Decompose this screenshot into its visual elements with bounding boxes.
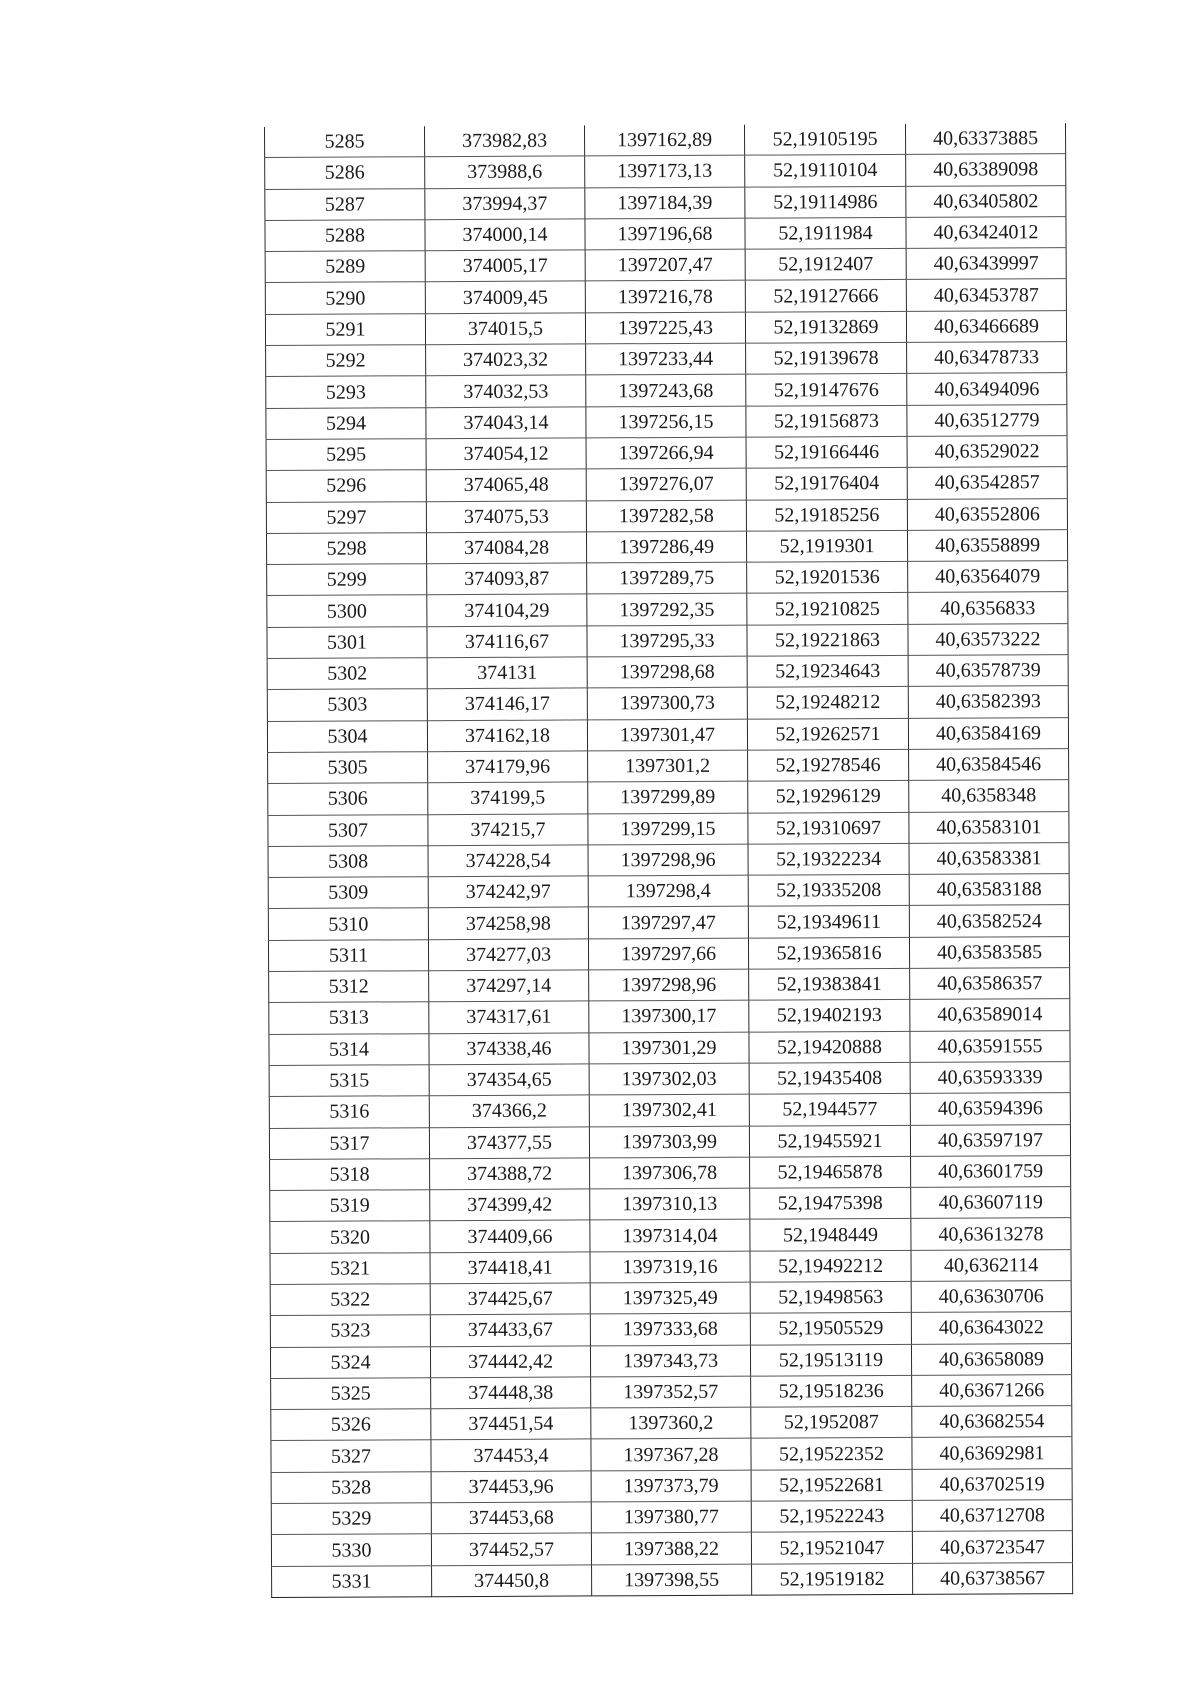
latitude-cell: 52,1912407 (745, 249, 906, 281)
latitude-cell: 52,19465878 (750, 1156, 911, 1188)
y-coordinate-cell: 1397216,78 (585, 281, 745, 313)
point-number-cell: 5307 (268, 814, 428, 846)
table-row (272, 1562, 1073, 1597)
table-row (266, 342, 1067, 377)
y-coordinate-cell: 1397300,73 (587, 687, 747, 719)
x-coordinate-cell: 374338,46 (429, 1033, 589, 1065)
y-coordinate-cell: 1397352,57 (591, 1376, 751, 1408)
longitude-cell: 40,63584169 (908, 717, 1068, 749)
longitude-cell: 40,63584546 (909, 749, 1069, 781)
y-coordinate-cell: 1397295,33 (587, 625, 747, 657)
table-row (267, 717, 1068, 752)
point-number-cell: 5312 (269, 971, 429, 1003)
x-coordinate-cell: 374054,12 (426, 438, 586, 470)
table-row (265, 123, 1066, 158)
longitude-cell: 40,63564079 (908, 561, 1068, 593)
x-coordinate-cell: 374453,68 (431, 1502, 591, 1534)
table-row (269, 1030, 1070, 1065)
latitude-cell: 52,19455921 (749, 1125, 910, 1157)
x-coordinate-cell: 373994,37 (425, 188, 585, 220)
latitude-cell: 52,19365816 (748, 937, 909, 969)
longitude-cell: 40,63597197 (910, 1124, 1070, 1156)
table-row (268, 842, 1069, 877)
longitude-cell: 40,63723547 (912, 1531, 1072, 1563)
x-coordinate-cell: 374043,14 (426, 407, 586, 439)
latitude-cell: 52,19498563 (750, 1281, 911, 1313)
latitude-cell: 52,19248212 (747, 687, 908, 719)
x-coordinate-cell: 374433,67 (430, 1314, 590, 1346)
y-coordinate-cell: 1397282,58 (586, 500, 746, 532)
table-row (271, 1437, 1072, 1472)
latitude-cell: 52,19147676 (746, 374, 907, 406)
y-coordinate-cell: 1397388,22 (591, 1532, 751, 1564)
longitude-cell: 40,63692981 (912, 1437, 1072, 1469)
x-coordinate-cell: 374093,87 (427, 563, 587, 595)
x-coordinate-cell: 374131 (427, 657, 587, 689)
point-number-cell: 5324 (270, 1346, 430, 1378)
table-row (268, 749, 1069, 784)
x-coordinate-cell: 374000,14 (425, 219, 585, 251)
longitude-cell: 40,63389098 (906, 154, 1066, 186)
table-row (271, 1406, 1072, 1441)
point-number-cell: 5304 (267, 720, 427, 752)
latitude-cell: 52,19522681 (751, 1469, 912, 1501)
latitude-cell: 52,1919301 (746, 530, 907, 562)
table-row (269, 1124, 1070, 1159)
longitude-cell: 40,63494096 (907, 373, 1067, 405)
table-row (269, 968, 1070, 1003)
y-coordinate-cell: 1397298,96 (589, 969, 749, 1001)
x-coordinate-cell: 374032,53 (426, 375, 586, 407)
latitude-cell: 52,19505529 (750, 1313, 911, 1345)
table-row (269, 1061, 1070, 1096)
longitude-cell: 40,63529022 (907, 436, 1067, 468)
table-row (268, 811, 1069, 846)
point-number-cell: 5330 (271, 1534, 431, 1566)
x-coordinate-cell: 374199,5 (428, 782, 588, 814)
longitude-cell: 40,63607119 (911, 1187, 1071, 1219)
table-row (271, 1500, 1072, 1535)
longitude-cell: 40,63593339 (910, 1061, 1070, 1093)
latitude-cell: 52,19114986 (745, 186, 906, 218)
table-row (265, 185, 1066, 220)
longitude-cell: 40,63582393 (908, 686, 1068, 718)
latitude-cell: 52,19156873 (746, 405, 907, 437)
point-number-cell: 5300 (267, 595, 427, 627)
latitude-cell: 52,19519182 (752, 1563, 913, 1595)
latitude-cell: 52,1948449 (750, 1219, 911, 1251)
y-coordinate-cell: 1397333,68 (590, 1313, 750, 1345)
point-number-cell: 5303 (267, 689, 427, 721)
table-row (270, 1155, 1071, 1190)
longitude-cell: 40,63512779 (907, 404, 1067, 436)
table-row (266, 373, 1067, 408)
y-coordinate-cell: 1397302,03 (589, 1063, 749, 1095)
x-coordinate-cell: 374005,17 (425, 250, 585, 282)
table-row (270, 1218, 1071, 1253)
x-coordinate-cell: 374453,96 (431, 1471, 591, 1503)
table-row (268, 780, 1069, 815)
y-coordinate-cell: 1397292,35 (587, 594, 747, 626)
y-coordinate-cell: 1397398,55 (592, 1564, 752, 1596)
y-coordinate-cell: 1397162,89 (584, 125, 744, 157)
point-number-cell: 5305 (268, 752, 428, 784)
latitude-cell: 52,19166446 (746, 436, 907, 468)
table-row (268, 936, 1069, 971)
x-coordinate-cell: 374015,5 (425, 313, 585, 345)
point-number-cell: 5299 (267, 564, 427, 596)
longitude-cell: 40,63643022 (911, 1312, 1071, 1344)
x-coordinate-cell: 374450,8 (432, 1565, 592, 1597)
longitude-cell: 40,63712708 (912, 1500, 1072, 1532)
y-coordinate-cell: 1397310,13 (590, 1188, 750, 1220)
latitude-cell: 52,19335208 (748, 874, 909, 906)
x-coordinate-cell: 374409,66 (430, 1220, 590, 1252)
latitude-cell: 52,19110104 (745, 155, 906, 187)
y-coordinate-cell: 1397286,49 (586, 531, 746, 563)
latitude-cell: 52,19176404 (746, 468, 907, 500)
longitude-cell: 40,63542857 (907, 467, 1067, 499)
latitude-cell: 52,19435408 (749, 1062, 910, 1094)
latitude-cell: 52,19402193 (749, 1000, 910, 1032)
y-coordinate-cell: 1397233,44 (586, 343, 746, 375)
x-coordinate-cell: 374418,41 (430, 1252, 590, 1284)
x-coordinate-cell: 374242,97 (428, 876, 588, 908)
table-row (269, 1093, 1070, 1128)
table-row (268, 905, 1069, 940)
y-coordinate-cell: 1397298,68 (587, 656, 747, 688)
x-coordinate-cell: 374453,4 (431, 1439, 591, 1471)
y-coordinate-cell: 1397319,16 (590, 1251, 750, 1283)
x-coordinate-cell: 374146,17 (427, 688, 587, 720)
y-coordinate-cell: 1397256,15 (586, 406, 746, 438)
x-coordinate-cell: 374215,7 (428, 813, 588, 845)
latitude-cell: 52,19383841 (749, 968, 910, 1000)
longitude-cell: 40,63439997 (906, 248, 1066, 280)
table-row (266, 529, 1067, 564)
longitude-cell: 40,6362114 (911, 1249, 1071, 1281)
table-row (265, 154, 1066, 189)
table-row (267, 655, 1068, 690)
longitude-cell: 40,63658089 (911, 1343, 1071, 1375)
latitude-cell: 52,19296129 (748, 781, 909, 813)
longitude-cell: 40,63601759 (911, 1155, 1071, 1187)
latitude-cell: 52,19234643 (747, 655, 908, 687)
point-number-cell: 5320 (270, 1221, 430, 1253)
latitude-cell: 52,19127666 (745, 280, 906, 312)
x-coordinate-cell: 374451,54 (431, 1408, 591, 1440)
point-number-cell: 5288 (265, 220, 425, 252)
x-coordinate-cell: 374388,72 (430, 1158, 590, 1190)
y-coordinate-cell: 1397301,47 (587, 719, 747, 751)
table-row (266, 498, 1067, 533)
table-row (271, 1468, 1072, 1503)
longitude-cell: 40,63671266 (912, 1374, 1072, 1406)
x-coordinate-cell: 374399,42 (430, 1189, 590, 1221)
longitude-cell: 40,63583381 (909, 842, 1069, 874)
coordinates-table-body (265, 123, 1073, 1597)
y-coordinate-cell: 1397297,47 (588, 907, 748, 939)
point-number-cell: 5285 (265, 126, 425, 158)
point-number-cell: 5313 (269, 1002, 429, 1034)
longitude-cell: 40,63373885 (905, 123, 1065, 155)
x-coordinate-cell: 374075,53 (426, 500, 586, 532)
point-number-cell: 5306 (268, 783, 428, 815)
point-number-cell: 5311 (268, 939, 428, 971)
y-coordinate-cell: 1397225,43 (585, 312, 745, 344)
point-number-cell: 5326 (271, 1409, 431, 1441)
point-number-cell: 5317 (269, 1127, 429, 1159)
latitude-cell: 52,19522352 (751, 1438, 912, 1470)
latitude-cell: 52,19105195 (744, 124, 905, 156)
y-coordinate-cell: 1397299,89 (588, 781, 748, 813)
x-coordinate-cell: 374317,61 (429, 1001, 589, 1033)
longitude-cell: 40,6358348 (909, 780, 1069, 812)
longitude-cell: 40,63682554 (912, 1406, 1072, 1438)
point-number-cell: 5294 (266, 407, 426, 439)
longitude-cell: 40,63558899 (907, 529, 1067, 561)
y-coordinate-cell: 1397299,15 (588, 813, 748, 845)
x-coordinate-cell: 374448,38 (431, 1377, 591, 1409)
latitude-cell: 52,19475398 (750, 1187, 911, 1219)
point-number-cell: 5329 (271, 1503, 431, 1535)
longitude-cell: 40,63586357 (910, 968, 1070, 1000)
latitude-cell: 52,19513119 (750, 1344, 911, 1376)
x-coordinate-cell: 374009,45 (425, 281, 585, 313)
point-number-cell: 5295 (266, 439, 426, 471)
y-coordinate-cell: 1397343,73 (590, 1345, 750, 1377)
x-coordinate-cell: 374354,65 (429, 1064, 589, 1096)
x-coordinate-cell: 374023,32 (426, 344, 586, 376)
longitude-cell: 40,63583188 (909, 874, 1069, 906)
table-row (267, 623, 1068, 658)
latitude-cell: 52,19492212 (750, 1250, 911, 1282)
point-number-cell: 5319 (270, 1190, 430, 1222)
longitude-cell: 40,63583101 (909, 811, 1069, 843)
x-coordinate-cell: 373982,83 (424, 125, 584, 157)
longitude-cell: 40,63591555 (910, 1030, 1070, 1062)
y-coordinate-cell: 1397301,2 (588, 750, 748, 782)
y-coordinate-cell: 1397303,99 (589, 1126, 749, 1158)
y-coordinate-cell: 1397306,78 (590, 1157, 750, 1189)
point-number-cell: 5286 (265, 157, 425, 189)
table-row (266, 467, 1067, 502)
point-number-cell: 5327 (271, 1440, 431, 1472)
point-number-cell: 5298 (266, 533, 426, 565)
y-coordinate-cell: 1397297,66 (588, 938, 748, 970)
x-coordinate-cell: 373988,6 (425, 156, 585, 188)
longitude-cell: 40,63552806 (907, 498, 1067, 530)
y-coordinate-cell: 1397325,49 (590, 1282, 750, 1314)
latitude-cell: 52,19322234 (748, 843, 909, 875)
x-coordinate-cell: 374162,18 (427, 720, 587, 752)
longitude-cell: 40,63578739 (908, 655, 1068, 687)
y-coordinate-cell: 1397184,39 (585, 187, 745, 219)
point-number-cell: 5296 (266, 470, 426, 502)
table-row (267, 561, 1068, 596)
y-coordinate-cell: 1397196,68 (585, 218, 745, 250)
x-coordinate-cell: 374366,2 (429, 1095, 589, 1127)
y-coordinate-cell: 1397373,79 (591, 1470, 751, 1502)
table-row (266, 436, 1067, 471)
x-coordinate-cell: 374116,67 (427, 626, 587, 658)
table-row (267, 592, 1068, 627)
table-row (270, 1312, 1071, 1347)
point-number-cell: 5316 (269, 1096, 429, 1128)
table-row (270, 1249, 1071, 1284)
latitude-cell: 52,19139678 (746, 342, 907, 374)
point-number-cell: 5309 (268, 877, 428, 909)
x-coordinate-cell: 374297,14 (429, 970, 589, 1002)
table-row (266, 404, 1067, 439)
latitude-cell: 52,19521047 (751, 1532, 912, 1564)
point-number-cell: 5293 (266, 376, 426, 408)
point-number-cell: 5290 (265, 282, 425, 314)
point-number-cell: 5314 (269, 1033, 429, 1065)
point-number-cell: 5287 (265, 188, 425, 220)
coordinates-table (264, 123, 1073, 1598)
latitude-cell: 52,19420888 (749, 1031, 910, 1063)
point-number-cell: 5292 (266, 345, 426, 377)
longitude-cell: 40,63594396 (910, 1093, 1070, 1125)
longitude-cell: 40,63573222 (908, 623, 1068, 655)
point-number-cell: 5291 (265, 313, 425, 345)
x-coordinate-cell: 374425,67 (430, 1283, 590, 1315)
latitude-cell: 52,19310697 (748, 812, 909, 844)
latitude-cell: 52,19221863 (747, 624, 908, 656)
table-row (270, 1281, 1071, 1316)
latitude-cell: 52,1911984 (745, 217, 906, 249)
table-row (265, 216, 1066, 251)
y-coordinate-cell: 1397314,04 (590, 1220, 750, 1252)
point-number-cell: 5302 (267, 658, 427, 690)
point-number-cell: 5321 (270, 1252, 430, 1284)
table-row (270, 1343, 1071, 1378)
y-coordinate-cell: 1397207,47 (585, 249, 745, 281)
y-coordinate-cell: 1397367,28 (591, 1439, 751, 1471)
y-coordinate-cell: 1397243,68 (586, 375, 746, 407)
x-coordinate-cell: 374065,48 (426, 469, 586, 501)
point-number-cell: 5325 (271, 1378, 431, 1410)
y-coordinate-cell: 1397298,4 (588, 875, 748, 907)
y-coordinate-cell: 1397302,41 (589, 1094, 749, 1126)
y-coordinate-cell: 1397380,77 (591, 1501, 751, 1533)
table-row (271, 1374, 1072, 1409)
y-coordinate-cell: 1397300,17 (589, 1000, 749, 1032)
y-coordinate-cell: 1397266,94 (586, 437, 746, 469)
x-coordinate-cell: 374442,42 (430, 1345, 590, 1377)
longitude-cell: 40,63613278 (911, 1218, 1071, 1250)
longitude-cell: 40,63630706 (911, 1281, 1071, 1313)
point-number-cell: 5318 (270, 1159, 430, 1191)
latitude-cell: 52,19518236 (751, 1375, 912, 1407)
longitude-cell: 40,63453787 (906, 279, 1066, 311)
latitude-cell: 52,1952087 (751, 1407, 912, 1439)
point-number-cell: 5328 (271, 1471, 431, 1503)
table-row (265, 248, 1066, 283)
point-number-cell: 5322 (270, 1284, 430, 1316)
x-coordinate-cell: 374277,03 (428, 939, 588, 971)
table-row (270, 1187, 1071, 1222)
latitude-cell: 52,19185256 (746, 499, 907, 531)
longitude-cell: 40,63405802 (906, 185, 1066, 217)
latitude-cell: 52,19522243 (751, 1500, 912, 1532)
table-row (267, 686, 1068, 721)
y-coordinate-cell: 1397289,75 (587, 562, 747, 594)
longitude-cell: 40,63738567 (913, 1562, 1073, 1594)
point-number-cell: 5331 (272, 1565, 432, 1597)
longitude-cell: 40,63582524 (909, 905, 1069, 937)
table-row (265, 279, 1066, 314)
y-coordinate-cell: 1397301,29 (589, 1032, 749, 1064)
point-number-cell: 5323 (270, 1315, 430, 1347)
x-coordinate-cell: 374228,54 (428, 845, 588, 877)
longitude-cell: 40,63583585 (909, 936, 1069, 968)
x-coordinate-cell: 374084,28 (426, 532, 586, 564)
point-number-cell: 5301 (267, 626, 427, 658)
longitude-cell: 40,63702519 (912, 1468, 1072, 1500)
y-coordinate-cell: 1397298,96 (588, 844, 748, 876)
point-number-cell: 5289 (265, 251, 425, 283)
point-number-cell: 5297 (266, 501, 426, 533)
longitude-cell: 40,63589014 (910, 999, 1070, 1031)
table-row (271, 1531, 1072, 1566)
table-row (268, 874, 1069, 909)
x-coordinate-cell: 374258,98 (428, 907, 588, 939)
latitude-cell: 52,19262571 (747, 718, 908, 750)
point-number-cell: 5308 (268, 846, 428, 878)
latitude-cell: 52,19132869 (745, 311, 906, 343)
point-number-cell: 5310 (268, 908, 428, 940)
y-coordinate-cell: 1397360,2 (591, 1407, 751, 1439)
x-coordinate-cell: 374377,55 (429, 1126, 589, 1158)
point-number-cell: 5315 (269, 1065, 429, 1097)
table-row (269, 999, 1070, 1034)
latitude-cell: 52,19201536 (747, 562, 908, 594)
x-coordinate-cell: 374452,57 (431, 1533, 591, 1565)
latitude-cell: 52,19210825 (747, 593, 908, 625)
latitude-cell: 52,19278546 (748, 749, 909, 781)
latitude-cell: 52,19349611 (748, 906, 909, 938)
x-coordinate-cell: 374104,29 (427, 594, 587, 626)
latitude-cell: 52,1944577 (749, 1094, 910, 1126)
x-coordinate-cell: 374179,96 (428, 751, 588, 783)
longitude-cell: 40,63466689 (906, 310, 1066, 342)
longitude-cell: 40,63424012 (906, 216, 1066, 248)
y-coordinate-cell: 1397173,13 (585, 155, 745, 187)
table-row (265, 310, 1066, 345)
longitude-cell: 40,63478733 (907, 342, 1067, 374)
longitude-cell: 40,6356833 (908, 592, 1068, 624)
y-coordinate-cell: 1397276,07 (586, 468, 746, 500)
